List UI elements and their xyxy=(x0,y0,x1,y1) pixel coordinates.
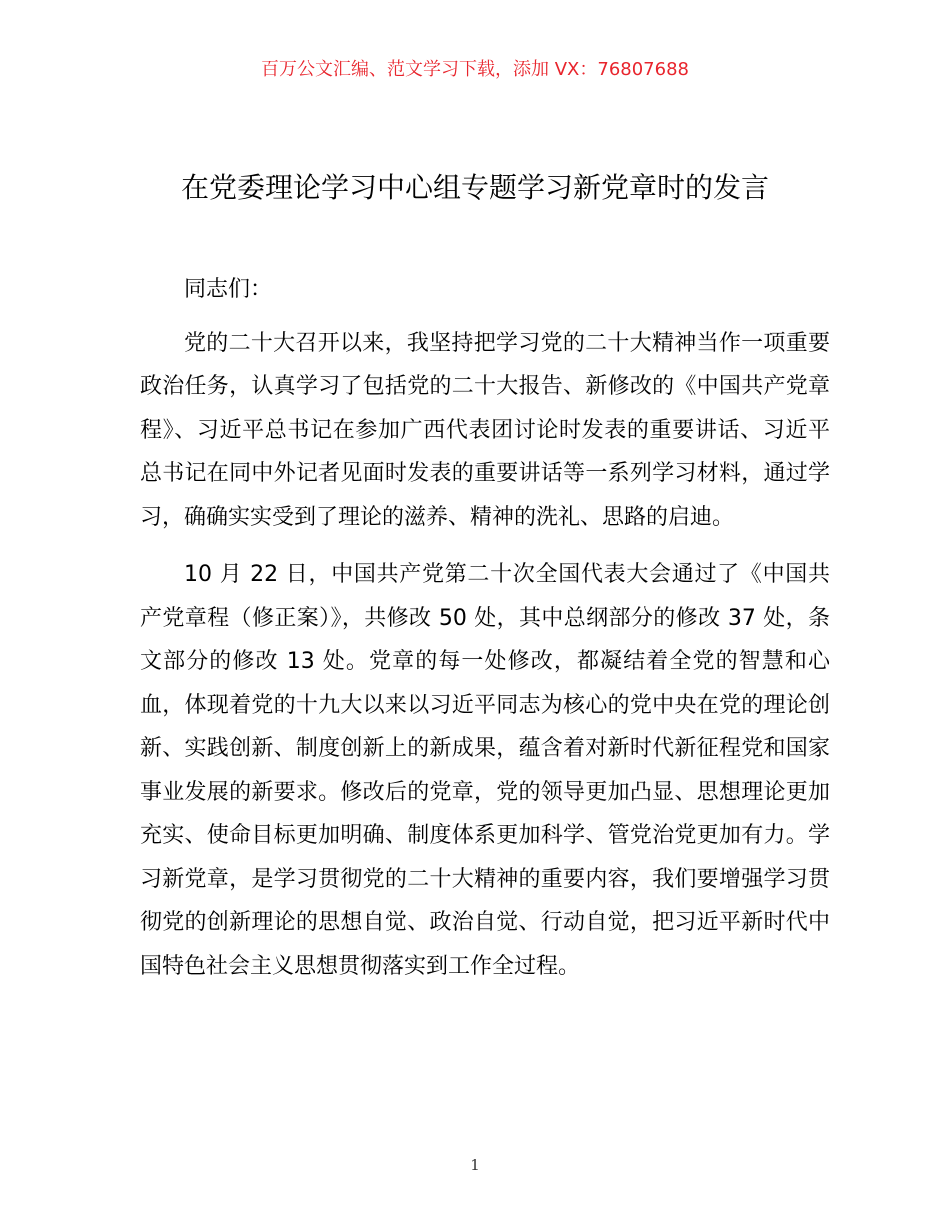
page-number: 1 xyxy=(470,1156,480,1174)
document-body xyxy=(140,268,830,1002)
document-title: 在党委理论学习中心组专题学习新党章时的发言 xyxy=(180,171,769,204)
salutation: 同志们： xyxy=(184,277,273,302)
header-note: 百万公文汇编、范文学习下载，添加 VX：76807688 xyxy=(261,59,689,80)
paragraph-2: 10 月 22 日，中国共产党第二十次全国代表大会通过了《中国共产党章程（修正案）》，共修改 50 处，其中总纲部分的修改 37 处，条文部分的修改 13 处。党章的每一处修改，都凝结着全党的智慧和心血，体现着党的十九大以来以习近平同志为核心的党中央在党的理论创新、实践创新、制度创新上的新成果，蕴含着对新时代新征程党和国家事业发展的新要求。修改后的党章，党的领导更加凸显、思想理论更加充实、使命目标更加明确、制度体系更加科学、管党治党更加有力。学习新党章，是学习贯彻党的二十大精神的重要内容，我们要增强学习贯彻党的创新理论的思想自觉、政治自觉、行动自觉，把习近平新时代中国特色社会主义思想贯彻落实到工作全过程。 xyxy=(140,562,830,979)
paragraph-1: 党的二十大召开以来，我坚持把学习党的二十大精神当作一项重要政治任务，认真学习了包括党的二十大报告、新修改的《中国共产党章程》、习近平总书记在参加广西代表团讨论时发表的重要讲话、习近平总书记在同中外记者见面时发表的重要讲话等一系列学习材料，通过学习，确确实实受到了理论的滋养、精神的洗礼、思路的启迪。 xyxy=(140,330,830,530)
